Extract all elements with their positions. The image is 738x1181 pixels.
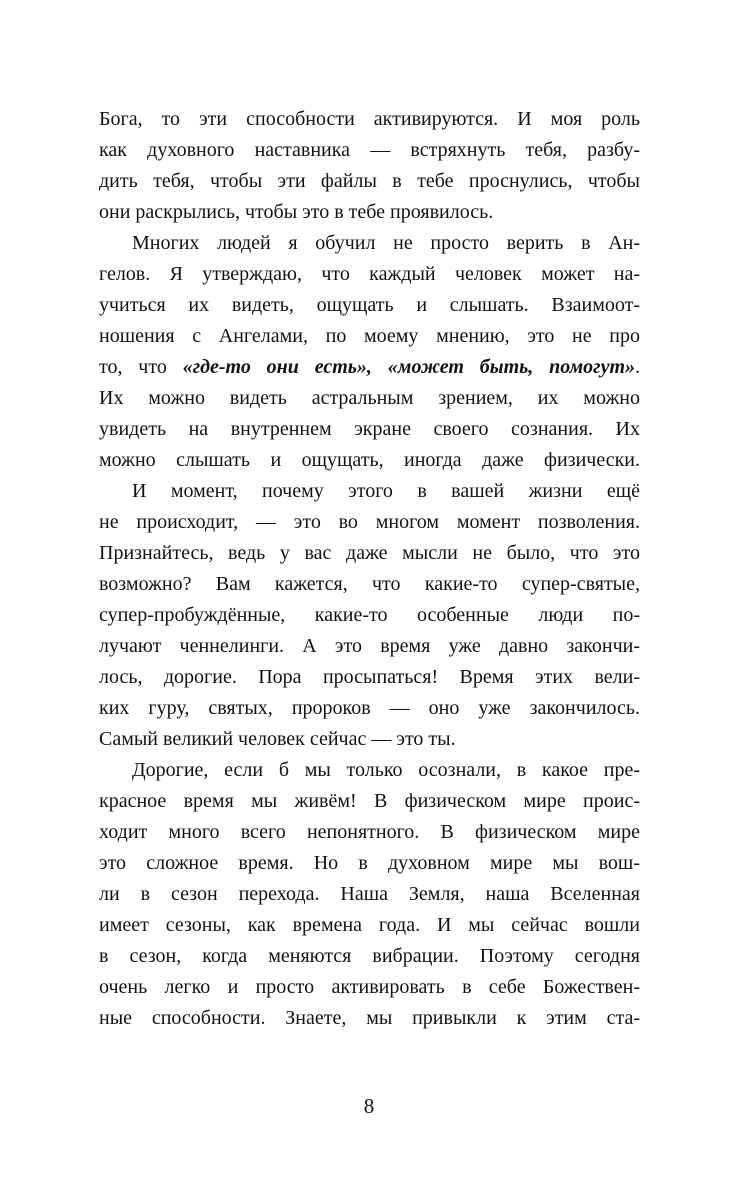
text-segment: учиться их видеть, ощущать и слышать. Взаимоот- bbox=[99, 294, 640, 316]
text-line bbox=[99, 600, 640, 631]
text-segment: то, что bbox=[99, 356, 183, 378]
text-line bbox=[99, 972, 640, 1003]
text-segment: ходит много всего непонятного. В физическом мире bbox=[99, 821, 640, 843]
text-line bbox=[99, 910, 640, 941]
text-line bbox=[99, 476, 640, 507]
text-segment: Признайтесь, ведь у вас даже мысли не было, что это bbox=[99, 542, 640, 564]
text-segment: ких гуру, святых, пророков — оно уже закончилось. bbox=[99, 697, 640, 719]
text-line bbox=[99, 631, 640, 662]
text-line bbox=[99, 662, 640, 693]
text-segment: как духовного наставника — встряхнуть тебя, разбу- bbox=[99, 139, 640, 161]
text-segment: лось, дорогие. Пора просыпаться! Время этих вели- bbox=[99, 666, 640, 688]
text-line bbox=[99, 507, 640, 538]
text-line bbox=[99, 383, 640, 414]
text-line bbox=[99, 166, 640, 197]
text-segment: дить тебя, чтобы эти файлы в тебе проснулись, чтобы bbox=[99, 170, 640, 192]
text-segment: возможно? Вам кажется, что какие-то супер-святые, bbox=[99, 573, 640, 595]
text-line bbox=[99, 879, 640, 910]
text-line bbox=[99, 1003, 640, 1034]
text-segment: красное время мы живём! В физическом мире проис- bbox=[99, 790, 640, 812]
text-line bbox=[99, 941, 640, 972]
text-segment: Бога, то эти способности активируются. И моя роль bbox=[99, 108, 640, 130]
text-segment: И момент, почему этого в вашей жизни ещё bbox=[132, 480, 640, 502]
text-line bbox=[99, 321, 640, 352]
text-line bbox=[99, 848, 640, 879]
text-segment: в сезон, когда меняются вибрации. Поэтому сегодня bbox=[99, 945, 640, 967]
text-line bbox=[99, 414, 640, 445]
text-line bbox=[99, 445, 640, 476]
text-line bbox=[99, 259, 640, 290]
text-segment: ные способности. Знаете, мы привыкли к этим ста- bbox=[99, 1007, 640, 1029]
text-segment: Дорогие, если б мы только осознали, в какое пре- bbox=[132, 759, 640, 781]
text-line bbox=[99, 755, 640, 786]
text-line bbox=[99, 724, 640, 755]
text-segment: Многих людей я обучил не просто верить в Ан- bbox=[132, 232, 640, 254]
text-segment: . bbox=[635, 356, 640, 378]
text-segment: очень легко и просто активировать в себе Божествен- bbox=[99, 976, 640, 998]
text-segment: это сложное время. Но в духовном мире мы вош- bbox=[99, 852, 640, 874]
text-line bbox=[99, 538, 640, 569]
text-line bbox=[99, 290, 640, 321]
text-block bbox=[99, 104, 640, 1034]
text-line bbox=[99, 693, 640, 724]
text-line bbox=[99, 135, 640, 166]
text-line bbox=[99, 104, 640, 135]
text-segment: имеет сезоны, как времена года. И мы сейчас вошли bbox=[99, 914, 640, 936]
text-line bbox=[99, 817, 640, 848]
text-segment: супер-пробуждённые, какие-то особенные люди по- bbox=[99, 604, 640, 626]
text-line bbox=[99, 197, 640, 228]
emphasis-text: «где-то они есть», «может быть, помогут» bbox=[182, 356, 635, 378]
text-line bbox=[99, 569, 640, 600]
text-segment: они раскрылись, чтобы это в тебе проявилось. bbox=[99, 201, 494, 223]
page-number: 8 bbox=[363, 1094, 375, 1118]
text-segment: Самый великий человек сейчас — это ты. bbox=[99, 728, 456, 750]
text-segment: Их можно видеть астральным зрением, их можно bbox=[99, 387, 640, 409]
text-line bbox=[99, 228, 640, 259]
text-line bbox=[99, 786, 640, 817]
text-segment: лучают ченнелинги. А это время уже давно закончи- bbox=[99, 635, 640, 657]
text-segment: гелов. Я утверждаю, что каждый человек может на- bbox=[99, 263, 640, 285]
text-segment: увидеть на внутреннем экране своего сознания. Их bbox=[99, 418, 640, 440]
text-segment: можно слышать и ощущать, иногда даже физически. bbox=[99, 449, 640, 471]
text-segment: ношения с Ангелами, по моему мнению, это не про bbox=[99, 325, 640, 347]
text-segment: не происходит, — это во многом момент позволения. bbox=[99, 511, 640, 533]
text-segment: ли в сезон перехода. Наша Земля, наша Вселенная bbox=[99, 883, 640, 905]
text-line bbox=[99, 352, 640, 383]
